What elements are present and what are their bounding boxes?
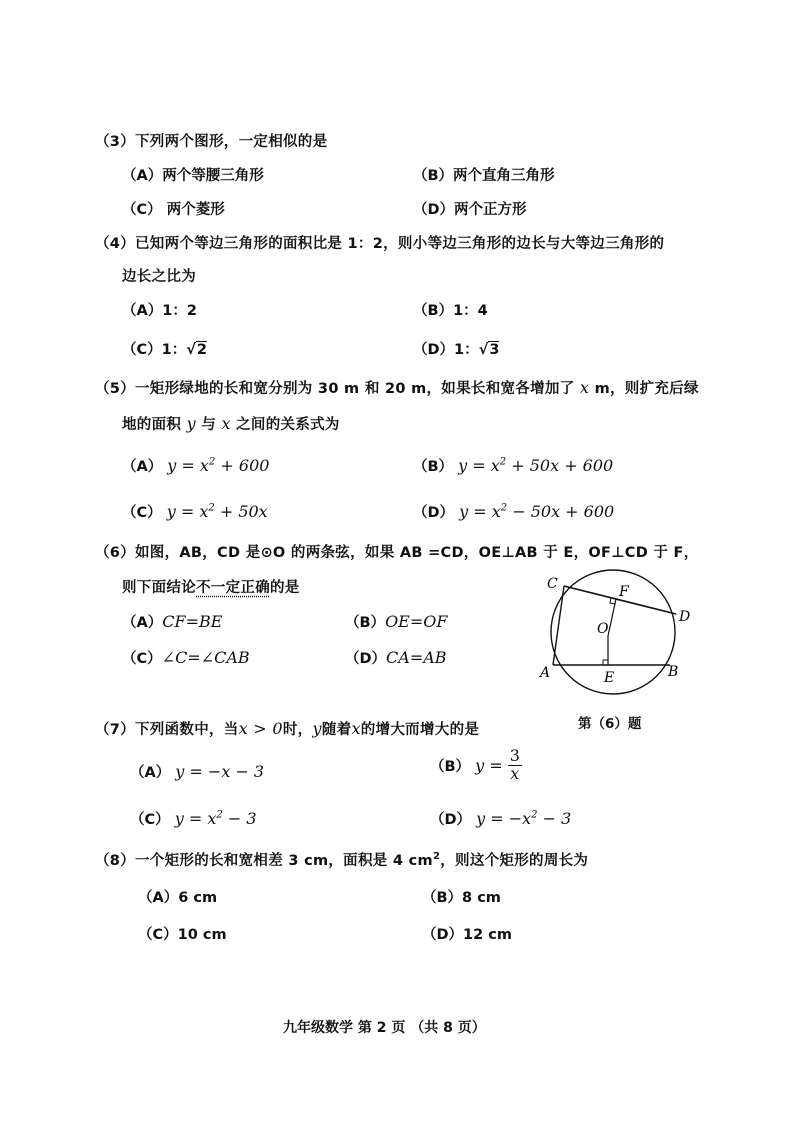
q5-option-b <box>413 455 613 476</box>
exponent: 2 <box>216 809 223 821</box>
q6-option-c-value: ∠C=∠CAB <box>161 648 250 667</box>
q8-option-c: （C）10 cm <box>138 927 227 943</box>
formula-part: y = x <box>459 502 501 521</box>
exponent: 2 <box>531 809 538 821</box>
q8-option-a: （A）6 cm <box>138 890 218 906</box>
q8-stem-part: ，则这个矩形的周长为 <box>440 853 589 869</box>
q7-condition: x > 0 <box>238 719 283 738</box>
q6-option-c-label: （C） <box>122 651 162 667</box>
q7-stem-part: 的增大而增大的是 <box>360 722 480 738</box>
q7-option-a <box>130 761 264 782</box>
q6-circle-figure <box>530 566 700 706</box>
fraction-numerator: 3 <box>509 746 520 765</box>
q8-option-b: （B）8 cm <box>422 890 501 906</box>
q4-option-a <box>122 299 197 320</box>
formula-part: y = x <box>166 502 209 521</box>
q5-variable-x: x <box>579 378 590 397</box>
q7-stem-part: 随着 <box>321 722 352 738</box>
question-5-stem-line2 <box>122 413 340 434</box>
q6-option-a-value: CF=BE <box>162 612 223 631</box>
q7-option-a-formula: y = −x − 3 <box>175 762 265 781</box>
q5-option-a-formula <box>167 456 269 475</box>
exponent: 2 <box>500 502 508 514</box>
formula-part: − 3 <box>222 809 257 828</box>
question-6-stem-line1: （6）如图，AB，CD 是⊙O 的两条弦，如果 AB =CD，OE⊥AB 于 E，OF⊥CD 于 F， <box>95 545 699 561</box>
formula-part: + 50x + 600 <box>506 456 614 475</box>
q6-option-a <box>122 611 222 632</box>
fraction-denominator: x <box>510 763 520 783</box>
formula-part: y = x <box>458 456 500 475</box>
label-d: D <box>679 609 691 625</box>
question-8-stem <box>95 849 588 870</box>
segment-of <box>608 599 616 636</box>
label-b: B <box>668 664 679 680</box>
formula-part: y = x <box>167 456 209 475</box>
formula-part: y = x <box>174 809 217 828</box>
label-a: A <box>540 665 551 681</box>
q5-stem-part: 之间的关系式为 <box>236 417 340 433</box>
q7-option-c-formula <box>175 809 257 828</box>
q7-option-b-label: （B） <box>430 758 471 775</box>
q4-option-c <box>122 338 207 359</box>
q4-option-b-label: （B） <box>413 303 454 319</box>
question-5-stem-line1 <box>95 377 699 398</box>
q5-option-a <box>122 455 269 476</box>
q4-option-b <box>413 299 488 320</box>
q4-option-c-prefix: 1： <box>161 342 187 358</box>
label-e: E <box>604 670 615 686</box>
q4-option-b-value: 1：4 <box>453 303 488 319</box>
q7-option-b-formula-prefix: y = <box>475 755 503 775</box>
q5-option-c <box>122 501 268 522</box>
q3-option-b: （B）两个直角三角形 <box>413 168 555 184</box>
question-4-stem-line1: （4）已知两个等边三角形的面积比是 1：2，则小等边三角形的边长与大等边三角形的 <box>95 236 665 252</box>
q6-figure-caption: 第（6）题 <box>578 716 642 732</box>
q7-option-c <box>130 808 257 829</box>
label-o: O <box>597 621 609 637</box>
q6-option-d-value: CA=AB <box>386 648 447 667</box>
q5-option-c-formula <box>167 502 268 521</box>
formula-part: y = −x <box>476 809 532 828</box>
q5-option-d-formula <box>459 502 614 521</box>
exponent: 2 <box>208 456 216 468</box>
q4-option-a-value: 1：2 <box>162 303 197 319</box>
formula-part: + 50x <box>214 502 268 521</box>
q7-option-d <box>430 808 571 829</box>
q6-option-b-label: （B） <box>345 615 386 631</box>
q5-stem-part: （5）一矩形绿地的长和宽分别为 30 m 和 20 m，如果长和宽各增加了 <box>95 381 575 397</box>
q5-variable-x: x <box>221 414 231 433</box>
label-c: C <box>547 576 558 592</box>
exponent: 2 <box>499 456 507 468</box>
question-4-stem-line2: 边长之比为 <box>122 269 196 285</box>
segment-ca <box>553 586 564 665</box>
q4-option-d-label: （D） <box>413 342 455 358</box>
q5-option-a-label: （A） <box>122 459 163 475</box>
q7-stem-part: （7）下列函数中，当 <box>95 722 239 738</box>
q7-option-b-fraction <box>508 748 522 783</box>
q5-stem-part: 与 <box>201 417 217 433</box>
q8-option-d: （D）12 cm <box>422 927 512 943</box>
q7-option-c-label: （C） <box>130 812 170 828</box>
q7-option-b <box>430 748 522 783</box>
q5-option-b-label: （B） <box>413 459 454 475</box>
q5-option-d-label: （D） <box>413 505 455 521</box>
q6-option-d <box>345 647 447 668</box>
q5-stem-part: 地的面积 <box>122 417 182 433</box>
question-7-stem <box>95 718 479 739</box>
question-6-stem-line2 <box>122 576 300 597</box>
sqrt-sign: √ <box>478 342 489 358</box>
q4-option-d-root: 3 <box>489 342 500 358</box>
q7-option-d-label: （D） <box>430 812 472 828</box>
q6-stem-part: 则下面结论 <box>122 580 196 596</box>
q5-option-b-formula <box>458 456 613 475</box>
question-3-stem: （3）下列两个图形，一定相似的是 <box>95 134 328 150</box>
q7-stem-part: 时， <box>282 722 313 738</box>
q4-option-a-label: （A） <box>122 303 163 319</box>
q6-emphasis: 不一定正确 <box>196 580 270 596</box>
q5-option-d <box>413 501 614 522</box>
formula-part: + 600 <box>215 456 270 475</box>
q7-option-d-formula <box>476 809 571 828</box>
q4-option-d <box>413 338 499 359</box>
q4-option-c-label: （C） <box>122 342 162 358</box>
q3-option-a: （A）两个等腰三角形 <box>122 168 264 184</box>
formula-part: − 3 <box>537 809 572 828</box>
q6-option-a-label: （A） <box>122 615 163 631</box>
q5-option-c-label: （C） <box>122 505 162 521</box>
q7-option-a-label: （A） <box>130 765 171 781</box>
sqrt-sign: √ <box>186 342 196 358</box>
q8-stem-part: （8）一个矩形的长和宽相差 3 cm，面积是 4 cm <box>95 853 433 869</box>
page-footer: 九年级数学 第 2 页 （共 8 页） <box>283 1020 486 1036</box>
q7-variable-x: x <box>351 719 361 738</box>
q6-option-b-value: OE=OF <box>385 612 448 631</box>
q4-option-c-root: 2 <box>196 342 208 358</box>
formula-part: − 50x + 600 <box>507 502 615 521</box>
q6-option-d-label: （D） <box>345 651 387 667</box>
q7-variable-y: y <box>312 719 322 738</box>
q3-option-c: （C） 两个菱形 <box>122 202 225 218</box>
q4-option-d-prefix: 1： <box>454 342 479 358</box>
q5-stem-part: m，则扩充后绿 <box>594 381 699 397</box>
q5-variable-y: y <box>186 414 196 433</box>
q6-option-b <box>345 611 447 632</box>
q3-option-d: （D）两个正方形 <box>413 202 527 218</box>
q6-option-c <box>122 647 250 668</box>
label-f: F <box>619 584 629 600</box>
exponent: 2 <box>208 502 215 514</box>
q8-exponent: 2 <box>432 851 441 863</box>
q6-stem-part: 的是 <box>270 580 300 596</box>
